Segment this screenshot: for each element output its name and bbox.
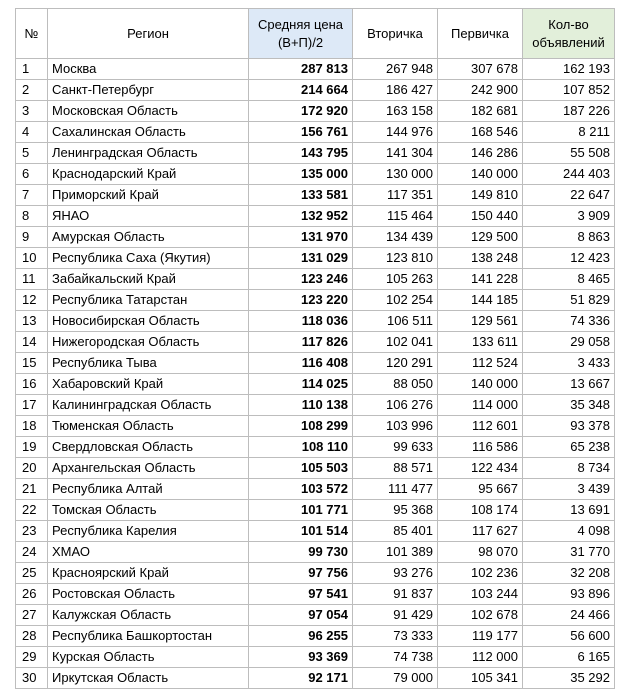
cell-primary: 108 174 <box>438 500 523 521</box>
cell-number: 12 <box>16 290 48 311</box>
header-listing-count-line1: Кол-во <box>548 16 589 32</box>
cell-primary: 133 611 <box>438 332 523 353</box>
cell-secondary: 117 351 <box>353 185 438 206</box>
cell-region: Ростовская Область <box>48 584 249 605</box>
cell-region: Калужская Область <box>48 605 249 626</box>
cell-secondary: 105 263 <box>353 269 438 290</box>
cell-average-price: 93 369 <box>249 647 353 668</box>
cell-secondary: 120 291 <box>353 353 438 374</box>
cell-average-price: 118 036 <box>249 311 353 332</box>
cell-average-price: 103 572 <box>249 479 353 500</box>
cell-average-price: 135 000 <box>249 164 353 185</box>
table-row <box>16 59 615 80</box>
cell-number: 10 <box>16 248 48 269</box>
cell-number: 13 <box>16 311 48 332</box>
cell-listing-count: 74 336 <box>523 311 615 332</box>
cell-region: Сахалинская Область <box>48 122 249 143</box>
cell-primary: 146 286 <box>438 143 523 164</box>
cell-number: 3 <box>16 101 48 122</box>
cell-listing-count: 187 226 <box>523 101 615 122</box>
cell-listing-count: 6 165 <box>523 647 615 668</box>
cell-primary: 141 228 <box>438 269 523 290</box>
cell-listing-count: 55 508 <box>523 143 615 164</box>
cell-average-price: 132 952 <box>249 206 353 227</box>
cell-region: ЯНАО <box>48 206 249 227</box>
cell-region: Забайкальский Край <box>48 269 249 290</box>
table-row <box>16 143 615 164</box>
cell-secondary: 115 464 <box>353 206 438 227</box>
cell-average-price: 101 771 <box>249 500 353 521</box>
cell-listing-count: 32 208 <box>523 563 615 584</box>
cell-region: Республика Саха (Якутия) <box>48 248 249 269</box>
cell-listing-count: 13 691 <box>523 500 615 521</box>
cell-region: Тюменская Область <box>48 416 249 437</box>
cell-primary: 116 586 <box>438 437 523 458</box>
cell-region: Томская Область <box>48 500 249 521</box>
cell-listing-count: 65 238 <box>523 437 615 458</box>
table-row <box>16 479 615 500</box>
table-row <box>16 605 615 626</box>
cell-region: Нижегородская Область <box>48 332 249 353</box>
cell-secondary: 267 948 <box>353 59 438 80</box>
cell-primary: 98 070 <box>438 542 523 563</box>
cell-average-price: 116 408 <box>249 353 353 374</box>
cell-region: Республика Алтай <box>48 479 249 500</box>
cell-number: 14 <box>16 332 48 353</box>
cell-number: 1 <box>16 59 48 80</box>
cell-primary: 149 810 <box>438 185 523 206</box>
table-row <box>16 290 615 311</box>
cell-secondary: 102 041 <box>353 332 438 353</box>
cell-primary: 129 500 <box>438 227 523 248</box>
table-row <box>16 626 615 647</box>
header-average-price-line1: Средняя цена <box>258 16 343 32</box>
cell-average-price: 143 795 <box>249 143 353 164</box>
cell-primary: 307 678 <box>438 59 523 80</box>
cell-listing-count: 29 058 <box>523 332 615 353</box>
cell-average-price: 214 664 <box>249 80 353 101</box>
cell-secondary: 106 276 <box>353 395 438 416</box>
table-row <box>16 668 615 689</box>
cell-number: 17 <box>16 395 48 416</box>
cell-region: Краснодарский Край <box>48 164 249 185</box>
cell-secondary: 144 976 <box>353 122 438 143</box>
cell-primary: 105 341 <box>438 668 523 689</box>
cell-secondary: 88 050 <box>353 374 438 395</box>
cell-primary: 102 678 <box>438 605 523 626</box>
cell-listing-count: 107 852 <box>523 80 615 101</box>
table-row <box>16 563 615 584</box>
table-row <box>16 584 615 605</box>
cell-secondary: 111 477 <box>353 479 438 500</box>
cell-number: 6 <box>16 164 48 185</box>
table-row <box>16 353 615 374</box>
cell-listing-count: 8 465 <box>523 269 615 290</box>
cell-secondary: 74 738 <box>353 647 438 668</box>
header-secondary: Вторичка <box>353 9 438 59</box>
cell-primary: 102 236 <box>438 563 523 584</box>
cell-number: 4 <box>16 122 48 143</box>
cell-number: 9 <box>16 227 48 248</box>
cell-primary: 112 000 <box>438 647 523 668</box>
cell-region: Республика Татарстан <box>48 290 249 311</box>
cell-listing-count: 4 098 <box>523 521 615 542</box>
table-row <box>16 227 615 248</box>
cell-listing-count: 3 433 <box>523 353 615 374</box>
cell-number: 22 <box>16 500 48 521</box>
table-row <box>16 80 615 101</box>
header-average-price <box>249 9 353 59</box>
header-listing-count <box>523 9 615 59</box>
cell-listing-count: 56 600 <box>523 626 615 647</box>
table-row <box>16 269 615 290</box>
cell-average-price: 123 220 <box>249 290 353 311</box>
cell-number: 11 <box>16 269 48 290</box>
cell-listing-count: 3 439 <box>523 479 615 500</box>
cell-listing-count: 8 211 <box>523 122 615 143</box>
cell-primary: 117 627 <box>438 521 523 542</box>
cell-region: Иркутская Область <box>48 668 249 689</box>
table-row <box>16 164 615 185</box>
table-row <box>16 311 615 332</box>
cell-number: 28 <box>16 626 48 647</box>
cell-region: Республика Башкортостан <box>48 626 249 647</box>
cell-average-price: 97 054 <box>249 605 353 626</box>
table-row <box>16 185 615 206</box>
cell-average-price: 110 138 <box>249 395 353 416</box>
table-row <box>16 101 615 122</box>
cell-secondary: 123 810 <box>353 248 438 269</box>
cell-listing-count: 8 734 <box>523 458 615 479</box>
cell-region: Красноярский Край <box>48 563 249 584</box>
table-row <box>16 248 615 269</box>
cell-average-price: 96 255 <box>249 626 353 647</box>
table-row <box>16 395 615 416</box>
header-row <box>16 9 615 59</box>
header-primary: Первичка <box>438 9 523 59</box>
cell-average-price: 105 503 <box>249 458 353 479</box>
cell-number: 15 <box>16 353 48 374</box>
cell-listing-count: 162 193 <box>523 59 615 80</box>
cell-secondary: 95 368 <box>353 500 438 521</box>
cell-number: 7 <box>16 185 48 206</box>
cell-listing-count: 51 829 <box>523 290 615 311</box>
cell-average-price: 108 299 <box>249 416 353 437</box>
header-region: Регион <box>48 9 249 59</box>
table-row <box>16 542 615 563</box>
cell-listing-count: 93 896 <box>523 584 615 605</box>
cell-region: Ленинградская Область <box>48 143 249 164</box>
header-number: № <box>16 9 48 59</box>
cell-primary: 103 244 <box>438 584 523 605</box>
cell-listing-count: 12 423 <box>523 248 615 269</box>
cell-number: 26 <box>16 584 48 605</box>
cell-listing-count: 22 647 <box>523 185 615 206</box>
cell-secondary: 134 439 <box>353 227 438 248</box>
cell-primary: 140 000 <box>438 164 523 185</box>
cell-number: 25 <box>16 563 48 584</box>
cell-region: Республика Карелия <box>48 521 249 542</box>
cell-region: Калининградская Область <box>48 395 249 416</box>
cell-secondary: 106 511 <box>353 311 438 332</box>
cell-average-price: 114 025 <box>249 374 353 395</box>
cell-average-price: 287 813 <box>249 59 353 80</box>
cell-number: 27 <box>16 605 48 626</box>
table-body <box>16 59 615 689</box>
cell-secondary: 103 996 <box>353 416 438 437</box>
cell-listing-count: 35 348 <box>523 395 615 416</box>
cell-number: 18 <box>16 416 48 437</box>
cell-primary: 144 185 <box>438 290 523 311</box>
cell-primary: 112 601 <box>438 416 523 437</box>
cell-listing-count: 13 667 <box>523 374 615 395</box>
cell-region: Московская Область <box>48 101 249 122</box>
cell-region: ХМАО <box>48 542 249 563</box>
cell-number: 23 <box>16 521 48 542</box>
table-row <box>16 332 615 353</box>
cell-region: Амурская Область <box>48 227 249 248</box>
cell-primary: 119 177 <box>438 626 523 647</box>
table-row <box>16 122 615 143</box>
cell-primary: 95 667 <box>438 479 523 500</box>
cell-number: 16 <box>16 374 48 395</box>
cell-secondary: 88 571 <box>353 458 438 479</box>
cell-secondary: 163 158 <box>353 101 438 122</box>
cell-region: Хабаровский Край <box>48 374 249 395</box>
cell-region: Курская Область <box>48 647 249 668</box>
cell-listing-count: 31 770 <box>523 542 615 563</box>
cell-number: 24 <box>16 542 48 563</box>
table-row <box>16 647 615 668</box>
cell-primary: 242 900 <box>438 80 523 101</box>
cell-average-price: 97 541 <box>249 584 353 605</box>
cell-average-price: 99 730 <box>249 542 353 563</box>
cell-number: 30 <box>16 668 48 689</box>
cell-primary: 129 561 <box>438 311 523 332</box>
cell-average-price: 123 246 <box>249 269 353 290</box>
table-row <box>16 416 615 437</box>
cell-number: 2 <box>16 80 48 101</box>
table-row <box>16 437 615 458</box>
cell-secondary: 91 837 <box>353 584 438 605</box>
cell-number: 29 <box>16 647 48 668</box>
cell-secondary: 130 000 <box>353 164 438 185</box>
cell-secondary: 91 429 <box>353 605 438 626</box>
cell-secondary: 141 304 <box>353 143 438 164</box>
cell-primary: 150 440 <box>438 206 523 227</box>
cell-region: Москва <box>48 59 249 80</box>
cell-average-price: 131 970 <box>249 227 353 248</box>
cell-secondary: 85 401 <box>353 521 438 542</box>
cell-primary: 122 434 <box>438 458 523 479</box>
cell-secondary: 102 254 <box>353 290 438 311</box>
cell-primary: 140 000 <box>438 374 523 395</box>
cell-number: 20 <box>16 458 48 479</box>
cell-secondary: 99 633 <box>353 437 438 458</box>
cell-secondary: 186 427 <box>353 80 438 101</box>
cell-listing-count: 93 378 <box>523 416 615 437</box>
cell-primary: 114 000 <box>438 395 523 416</box>
cell-average-price: 97 756 <box>249 563 353 584</box>
cell-region: Приморский Край <box>48 185 249 206</box>
cell-primary: 168 546 <box>438 122 523 143</box>
cell-listing-count: 3 909 <box>523 206 615 227</box>
cell-primary: 138 248 <box>438 248 523 269</box>
cell-region: Архангельская Область <box>48 458 249 479</box>
cell-number: 19 <box>16 437 48 458</box>
cell-region: Санкт-Петербург <box>48 80 249 101</box>
cell-number: 5 <box>16 143 48 164</box>
cell-listing-count: 8 863 <box>523 227 615 248</box>
header-listing-count-line2: объявлений <box>532 34 605 50</box>
cell-number: 21 <box>16 479 48 500</box>
table-row <box>16 458 615 479</box>
cell-average-price: 131 029 <box>249 248 353 269</box>
cell-average-price: 92 171 <box>249 668 353 689</box>
cell-number: 8 <box>16 206 48 227</box>
cell-secondary: 73 333 <box>353 626 438 647</box>
cell-primary: 112 524 <box>438 353 523 374</box>
regions-price-table <box>15 8 615 689</box>
cell-average-price: 117 826 <box>249 332 353 353</box>
table-row <box>16 521 615 542</box>
cell-region: Свердловская Область <box>48 437 249 458</box>
table-row <box>16 374 615 395</box>
cell-listing-count: 35 292 <box>523 668 615 689</box>
table-row <box>16 500 615 521</box>
cell-secondary: 93 276 <box>353 563 438 584</box>
cell-secondary: 101 389 <box>353 542 438 563</box>
cell-primary: 182 681 <box>438 101 523 122</box>
cell-average-price: 101 514 <box>249 521 353 542</box>
cell-listing-count: 244 403 <box>523 164 615 185</box>
cell-average-price: 156 761 <box>249 122 353 143</box>
cell-listing-count: 24 466 <box>523 605 615 626</box>
header-average-price-line2: (В+П)/2 <box>277 34 324 50</box>
cell-secondary: 79 000 <box>353 668 438 689</box>
cell-average-price: 133 581 <box>249 185 353 206</box>
cell-average-price: 172 920 <box>249 101 353 122</box>
cell-average-price: 108 110 <box>249 437 353 458</box>
cell-region: Республика Тыва <box>48 353 249 374</box>
cell-region: Новосибирская Область <box>48 311 249 332</box>
table-row <box>16 206 615 227</box>
